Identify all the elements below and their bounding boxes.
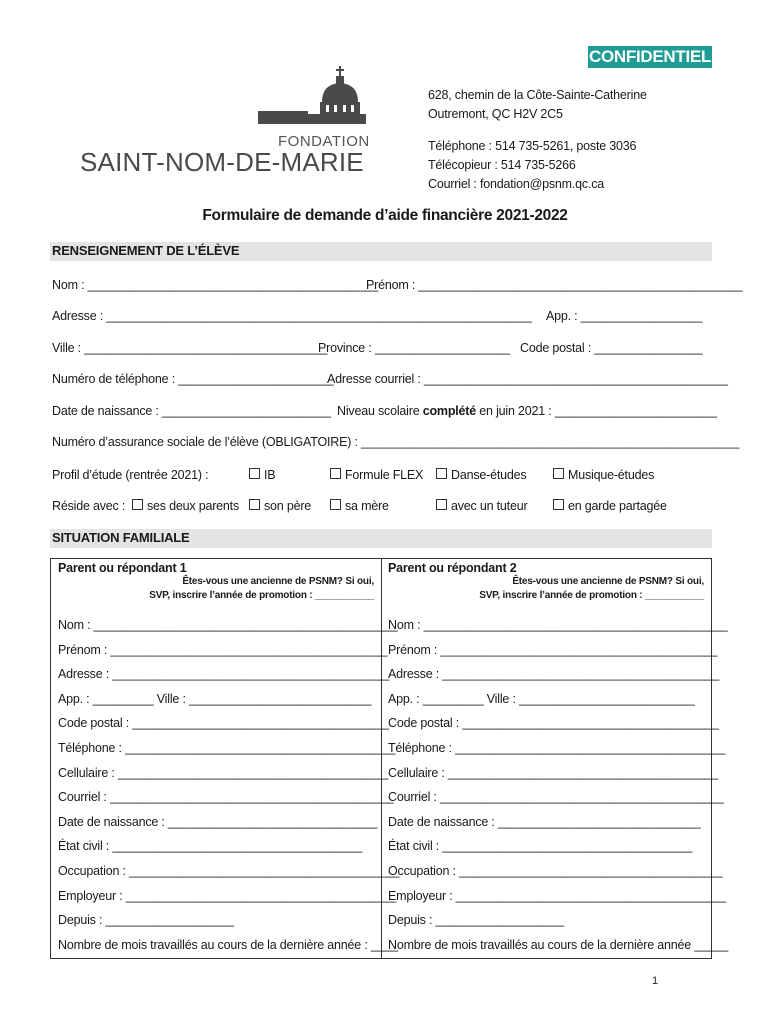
reside-option-label: en garde partagée <box>568 499 667 513</box>
student-section-title: RENSEIGNEMENT DE L’ÉLÈVE <box>52 243 240 258</box>
student-adresse-field[interactable]: Adresse : _______________________________________________________________ <box>52 309 532 323</box>
parent1-field[interactable]: Depuis : ___________________ <box>58 913 234 927</box>
checkbox-icon[interactable] <box>249 499 260 510</box>
parent2-alum-question <box>430 575 704 603</box>
address-email: Courriel : fondation@psnm.qc.ca <box>428 177 605 191</box>
family-section-title: SITUATION FAMILIALE <box>52 530 190 545</box>
parent2-field[interactable]: Adresse : _________________________________________ <box>388 667 720 681</box>
checkbox-icon[interactable] <box>553 499 564 510</box>
student-province-field[interactable]: Province : ____________________ <box>318 341 510 355</box>
parent1-field[interactable]: Code postal : ______________________________________ <box>58 716 389 730</box>
parent2-field[interactable]: Employeur : ________________________________________ <box>388 889 726 903</box>
checkbox-icon[interactable] <box>553 468 564 479</box>
student-naissance-field[interactable]: Date de naissance : _________________________ <box>52 404 331 418</box>
parent2-field[interactable]: Téléphone : ________________________________________ <box>388 741 726 755</box>
parent2-title: Parent ou répondant 2 <box>388 561 517 575</box>
reside-option-label: son père <box>264 499 312 513</box>
parent1-field[interactable]: Employeur : ________________________________________ <box>58 889 396 903</box>
parent2-field[interactable]: Nombre de mois travaillés au cours de la dernière année _____ <box>388 938 729 952</box>
student-niveau-field[interactable] <box>337 404 717 418</box>
profil-option-label: Danse-études <box>451 468 527 482</box>
reside-option-label: avec un tuteur <box>451 499 528 513</box>
student-code-postal-field[interactable]: Code postal : ________________ <box>520 341 703 355</box>
parent2-field[interactable]: Date de naissance : ______________________________ <box>388 815 701 829</box>
student-nas-field[interactable]: Numéro d’assurance sociale de l’élève (OBLIGATOIRE) : ________________________________________________________ <box>52 435 740 449</box>
parent2-field[interactable]: Courriel : __________________________________________ <box>388 790 724 804</box>
student-app-field[interactable]: App. : __________________ <box>546 309 703 323</box>
checkbox-icon[interactable] <box>249 468 260 479</box>
reside-option-mere[interactable] <box>330 499 389 513</box>
profil-label: Profil d’étude (rentrée 2021) : <box>52 468 209 482</box>
profil-option-label: Formule FLEX <box>345 468 424 482</box>
profil-option-ib[interactable] <box>249 468 275 482</box>
parent1-alum-question <box>100 575 374 603</box>
parent1-alum-year[interactable]: SVP, inscrire l’année de promotion : ___________ <box>149 590 374 601</box>
profil-option-danse[interactable] <box>436 468 526 482</box>
checkbox-icon[interactable] <box>330 468 341 479</box>
parent1-field[interactable]: Occupation : ________________________________________ <box>58 864 400 878</box>
profil-option-musique[interactable] <box>553 468 654 482</box>
parent2-field[interactable]: Code postal : ______________________________________ <box>388 716 719 730</box>
reside-option-tuteur[interactable] <box>436 499 527 513</box>
confidential-badge: CONFIDENTIEL <box>588 47 711 66</box>
reside-label: Réside avec : <box>52 499 126 513</box>
parent1-field[interactable]: Téléphone : ________________________________________ <box>58 741 396 755</box>
logo-fondation-text: FONDATION <box>278 133 370 150</box>
parent2-field[interactable]: Prénom : _________________________________________ <box>388 643 718 657</box>
parent1-title: Parent ou répondant 1 <box>58 561 187 575</box>
parent1-field[interactable]: État civil : _____________________________________ <box>58 839 363 853</box>
reside-option-label: sa mère <box>345 499 389 513</box>
parent2-field[interactable]: Cellulaire : ________________________________________ <box>388 766 719 780</box>
parent1-field[interactable]: Nom : _____________________________________________ <box>58 618 398 632</box>
reside-option-deux-parents[interactable] <box>132 499 239 513</box>
student-nom-field[interactable]: Nom : ___________________________________________ <box>52 278 378 292</box>
profil-option-flex[interactable] <box>330 468 423 482</box>
checkbox-icon[interactable] <box>436 468 447 479</box>
checkbox-icon[interactable] <box>330 499 341 510</box>
parent2-field[interactable]: Nom : _____________________________________________ <box>388 618 728 632</box>
reside-option-label: ses deux parents <box>147 499 239 513</box>
student-telephone-field[interactable]: Numéro de téléphone : _______________________ <box>52 372 334 386</box>
checkbox-icon[interactable] <box>132 499 143 510</box>
parent1-field[interactable]: Courriel : __________________________________________ <box>58 790 394 804</box>
basilica-logo-icon <box>258 66 368 126</box>
form-title: Formulaire de demande d’aide financière 2021-2022 <box>202 207 568 224</box>
checkbox-icon[interactable] <box>436 499 447 510</box>
parent1-alum-q: Êtes-vous une ancienne de PSNM? Si oui, <box>182 576 374 587</box>
profil-option-label: IB <box>264 468 276 482</box>
parent2-field[interactable]: État civil : _____________________________________ <box>388 839 693 853</box>
niveau-label-pre: Niveau scolaire <box>337 404 423 418</box>
address-line1: 628, chemin de la Côte-Sainte-Catherine <box>428 88 647 102</box>
address-fax: Télécopieur : 514 735-5266 <box>428 158 576 172</box>
student-section-header <box>50 242 712 261</box>
parent1-field[interactable]: Cellulaire : ________________________________________ <box>58 766 389 780</box>
parent2-alum-year[interactable]: SVP, inscrire l’année de promotion : ___________ <box>479 590 704 601</box>
reside-option-garde-partagee[interactable] <box>553 499 667 513</box>
niveau-label-bold: complété <box>422 404 477 418</box>
niveau-label-post: en juin 2021 : ________________________ <box>476 404 717 418</box>
address-line2: Outremont, QC H2V 2C5 <box>428 107 563 121</box>
reside-option-pere[interactable] <box>249 499 311 513</box>
page-number: 1 <box>651 975 659 987</box>
family-section-header <box>50 529 712 548</box>
parent2-alum-q: Êtes-vous une ancienne de PSNM? Si oui, <box>512 576 704 587</box>
student-prenom-field[interactable]: Prénom : ________________________________________________ <box>366 278 743 292</box>
parent1-field[interactable]: App. : _________ Ville : ___________________________ <box>58 692 372 706</box>
parent2-field[interactable]: App. : _________ Ville : __________________________ <box>388 692 695 706</box>
profil-option-label: Musique-études <box>568 468 655 482</box>
parent2-field[interactable]: Occupation : _______________________________________ <box>388 864 723 878</box>
parent1-field[interactable]: Prénom : _________________________________________ <box>58 643 388 657</box>
parent1-field[interactable]: Adresse : _________________________________________ <box>58 667 390 681</box>
logo-name-text: SAINT-NOM-DE-MARIE <box>80 147 364 177</box>
address-phone: Téléphone : 514 735-5261, poste 3036 <box>428 139 637 153</box>
student-courriel-field[interactable]: Adresse courriel : _____________________________________________ <box>327 372 728 386</box>
student-ville-field[interactable]: Ville : ____________________________________ <box>52 341 328 355</box>
parent1-field[interactable]: Date de naissance : _______________________________ <box>58 815 378 829</box>
parent1-field[interactable]: Nombre de mois travaillés au cours de la dernière année : ____ <box>58 938 398 952</box>
parent2-field[interactable]: Depuis : ___________________ <box>388 913 564 927</box>
